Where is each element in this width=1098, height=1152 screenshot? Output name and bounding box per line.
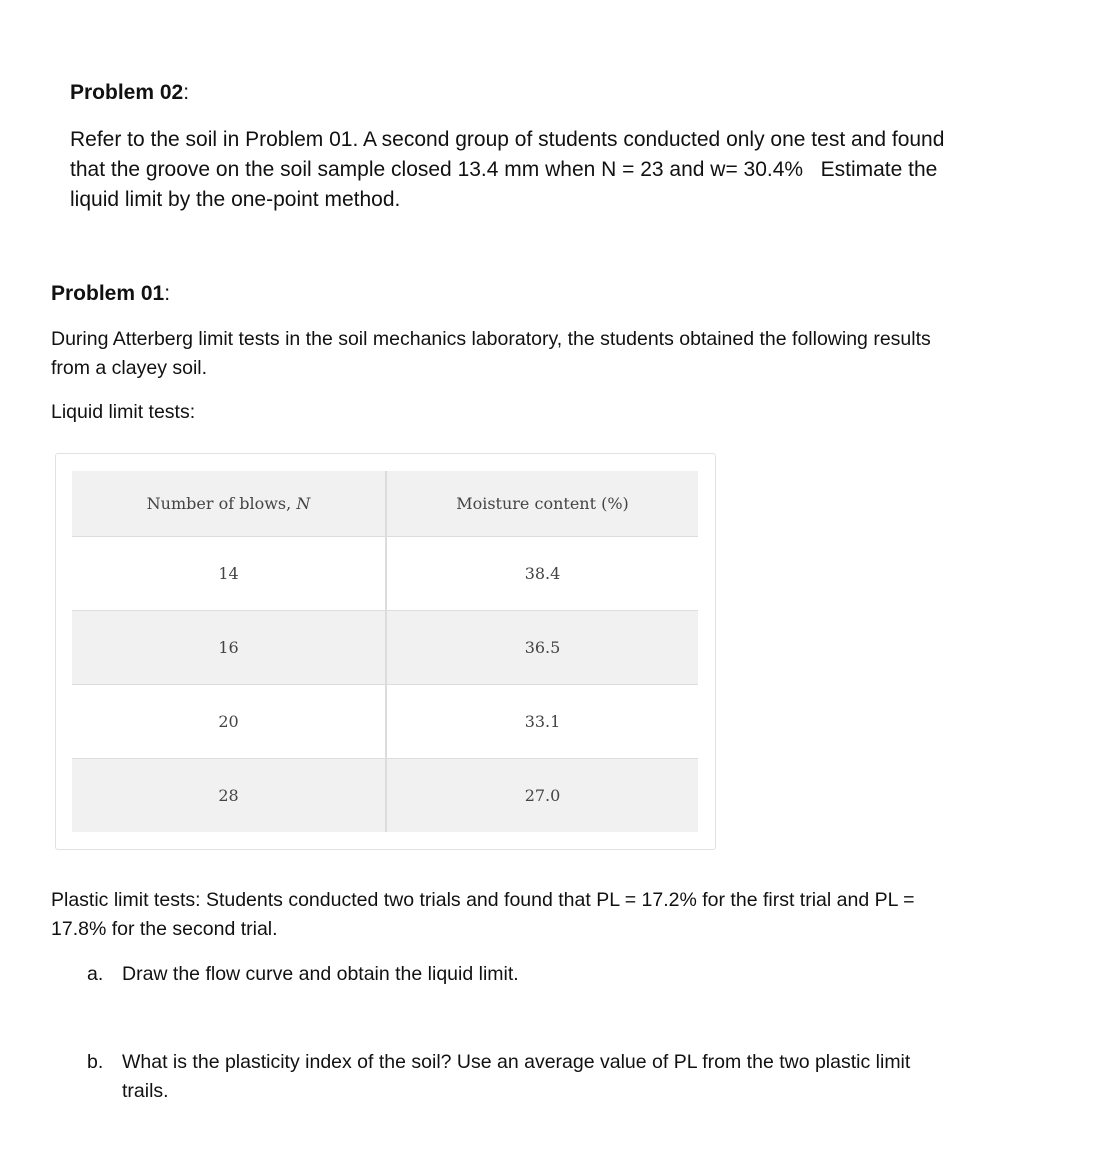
problem-02-heading-text: Problem 02 — [70, 81, 184, 104]
problem-02-line-1: Refer to the soil in Problem 01. A second group of students conducted only one test and found — [70, 128, 945, 151]
header-moisture-content: Moisture content (%) — [386, 471, 698, 537]
table-row — [72, 537, 698, 611]
cell-blows: 20 — [72, 685, 386, 759]
table-row — [72, 759, 698, 833]
cell-blows: 14 — [72, 537, 386, 611]
cell-blows: 16 — [72, 611, 386, 685]
problem-02-line-2: that the groove on the soil sample closed 13.4 mm when N = 23 and w= 30.4% Estimate the — [70, 158, 938, 181]
problem-01-intro — [51, 325, 931, 383]
table-header-row — [72, 471, 698, 537]
question-a-marker: a. — [87, 963, 104, 985]
liquid-limit-table — [72, 471, 698, 832]
problem-02-heading — [70, 81, 189, 105]
question-b-marker: b. — [87, 1051, 104, 1073]
table-row — [72, 611, 698, 685]
plastic-limit-paragraph — [51, 886, 915, 944]
table-row — [72, 685, 698, 759]
plastic-limit-line-2: 17.8% for the second trial. — [51, 918, 278, 940]
problem-01-heading-text: Problem 01 — [51, 282, 165, 305]
cell-moisture: 36.5 — [386, 611, 698, 685]
problem-01-intro-line-2: from a clayey soil. — [51, 357, 208, 379]
cell-moisture: 38.4 — [386, 537, 698, 611]
problem-01-heading — [51, 282, 170, 306]
header-number-of-blows — [72, 471, 386, 537]
problem-02-line-3: liquid limit by the one-point method. — [70, 188, 401, 211]
question-b-line-1: What is the plasticity index of the soil? Use an average value of PL from the two plastic limit — [122, 1051, 911, 1073]
question-b-line-2: trails. — [122, 1080, 169, 1102]
liquid-limit-table-card — [55, 453, 716, 850]
problem-02-heading-colon: : — [183, 81, 190, 104]
cell-moisture: 33.1 — [386, 685, 698, 759]
question-a-text — [122, 960, 519, 989]
cell-blows: 28 — [72, 759, 386, 833]
liquid-limit-label: Liquid limit tests: — [51, 401, 196, 423]
question-b-text — [122, 1048, 910, 1106]
plastic-limit-line-1: Plastic limit tests: Students conducted two trials and found that PL = 17.2% for the first trial and PL = — [51, 889, 915, 911]
problem-02-body — [70, 125, 944, 215]
question-a-line-1: Draw the flow curve and obtain the liquid limit. — [122, 963, 519, 985]
header-number-of-blows-text: Number of blows, — [146, 494, 297, 513]
problem-01-intro-line-1: During Atterberg limit tests in the soil mechanics laboratory, the students obtained the following results — [51, 328, 931, 350]
problem-01-heading-colon: : — [164, 282, 171, 305]
cell-moisture: 27.0 — [386, 759, 698, 833]
header-variable-n: N — [296, 494, 311, 513]
